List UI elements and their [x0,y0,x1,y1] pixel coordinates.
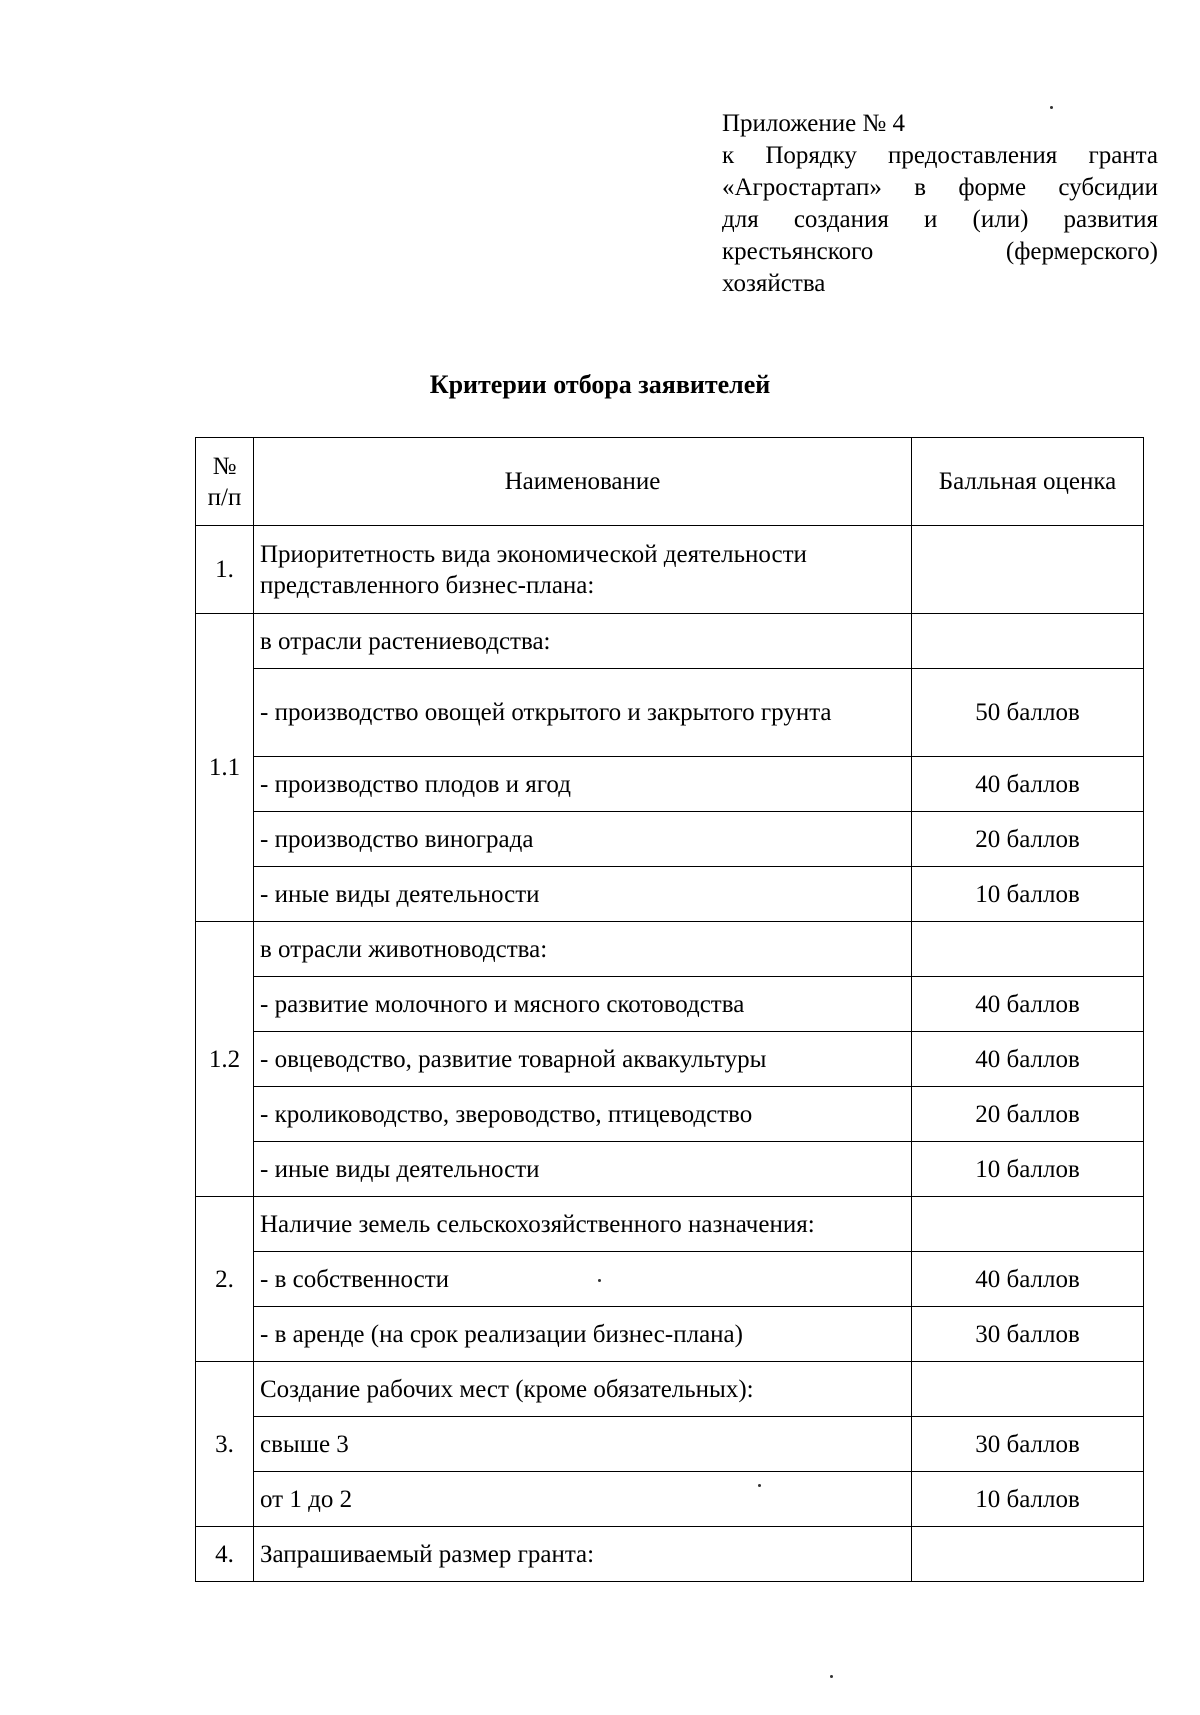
appendix-line: «Агростартап» в форме субсидии [722,174,1158,201]
criterion-name: - производство плодов и ягод [254,757,912,812]
table-row [196,1362,1144,1417]
criterion-name: Наличие земель сельскохозяйственного назначения: [254,1197,912,1252]
criterion-name: - овцеводство, развитие товарной аквакультуры [254,1032,912,1087]
criterion-score: 30 баллов [912,1307,1144,1362]
criterion-score: 10 баллов [912,1472,1144,1527]
table-row [196,977,1144,1032]
criterion-name: свыше 3 [254,1417,912,1472]
header-score: Балльная оценка [912,438,1144,526]
table-row [196,757,1144,812]
criterion-score [912,922,1144,977]
table-row [196,1087,1144,1142]
criterion-name: Запрашиваемый размер гранта: [254,1527,912,1582]
criterion-name: - развитие молочного и мясного скотоводства [254,977,912,1032]
header-name: Наименование [254,438,912,526]
document-title: Критерии отбора заявителей [429,370,771,399]
scan-speck [598,1279,601,1282]
appendix-header [722,108,1158,300]
table-row [196,922,1144,977]
table-row [196,1252,1144,1307]
criterion-name: в отрасли животноводства: [254,922,912,977]
criterion-name: - иные виды деятельности [254,867,912,922]
row-number: 1.1 [196,614,254,922]
appendix-line: к Порядку предоставления гранта [722,142,1158,169]
criterion-name: в отрасли растениеводства: [254,614,912,669]
row-number: 1. [196,526,254,614]
row-number: 4. [196,1527,254,1582]
criterion-name: Приоритетность вида экономической деятельности представленного бизнес-плана: [254,526,912,614]
criterion-name: Создание рабочих мест (кроме обязательных): [254,1362,912,1417]
criterion-name: - иные виды деятельности [254,1142,912,1197]
criterion-score [912,1527,1144,1582]
criterion-name: - производство овощей открытого и закрытого грунта [254,669,912,757]
appendix-line: крестьянского (фермерского) [722,238,1158,265]
criterion-score [912,1197,1144,1252]
criterion-score: 40 баллов [912,757,1144,812]
criterion-name: - в аренде (на срок реализации бизнес-плана) [254,1307,912,1362]
appendix-line: Приложение № 4 [722,110,906,137]
table-row [196,867,1144,922]
criterion-name: - кролиководство, звероводство, птицеводство [254,1087,912,1142]
table-row [196,1197,1144,1252]
criterion-score [912,614,1144,669]
criterion-name: - производство винограда [254,812,912,867]
table-row [196,812,1144,867]
criterion-score: 20 баллов [912,1087,1144,1142]
criterion-score [912,526,1144,614]
table-row [196,1417,1144,1472]
scan-speck [830,1675,833,1678]
table-row [196,1142,1144,1197]
criterion-score: 50 баллов [912,669,1144,757]
criterion-score: 40 баллов [912,1032,1144,1087]
criterion-score: 40 баллов [912,977,1144,1032]
table-header-row [196,438,1144,526]
criterion-score: 30 баллов [912,1417,1144,1472]
table-row [196,1307,1144,1362]
row-number: 1.2 [196,922,254,1197]
appendix-line: для создания и (или) развития [722,206,1158,233]
criterion-name: от 1 до 2 [254,1472,912,1527]
table-row [196,1527,1144,1582]
scan-speck [758,1484,761,1487]
appendix-line: хозяйства [722,270,826,297]
criterion-score: 20 баллов [912,812,1144,867]
criteria-table [195,437,1144,1582]
table-row [196,1032,1144,1087]
criterion-score [912,1362,1144,1417]
criterion-score: 40 баллов [912,1252,1144,1307]
criterion-name: - в собственности [254,1252,912,1307]
table-row [196,526,1144,614]
table-row [196,1472,1144,1527]
table-row [196,614,1144,669]
criterion-score: 10 баллов [912,867,1144,922]
table-row [196,669,1144,757]
scan-speck [1050,106,1053,109]
criterion-score: 10 баллов [912,1142,1144,1197]
header-num: № п/п [196,438,254,526]
row-number: 2. [196,1197,254,1362]
row-number: 3. [196,1362,254,1527]
